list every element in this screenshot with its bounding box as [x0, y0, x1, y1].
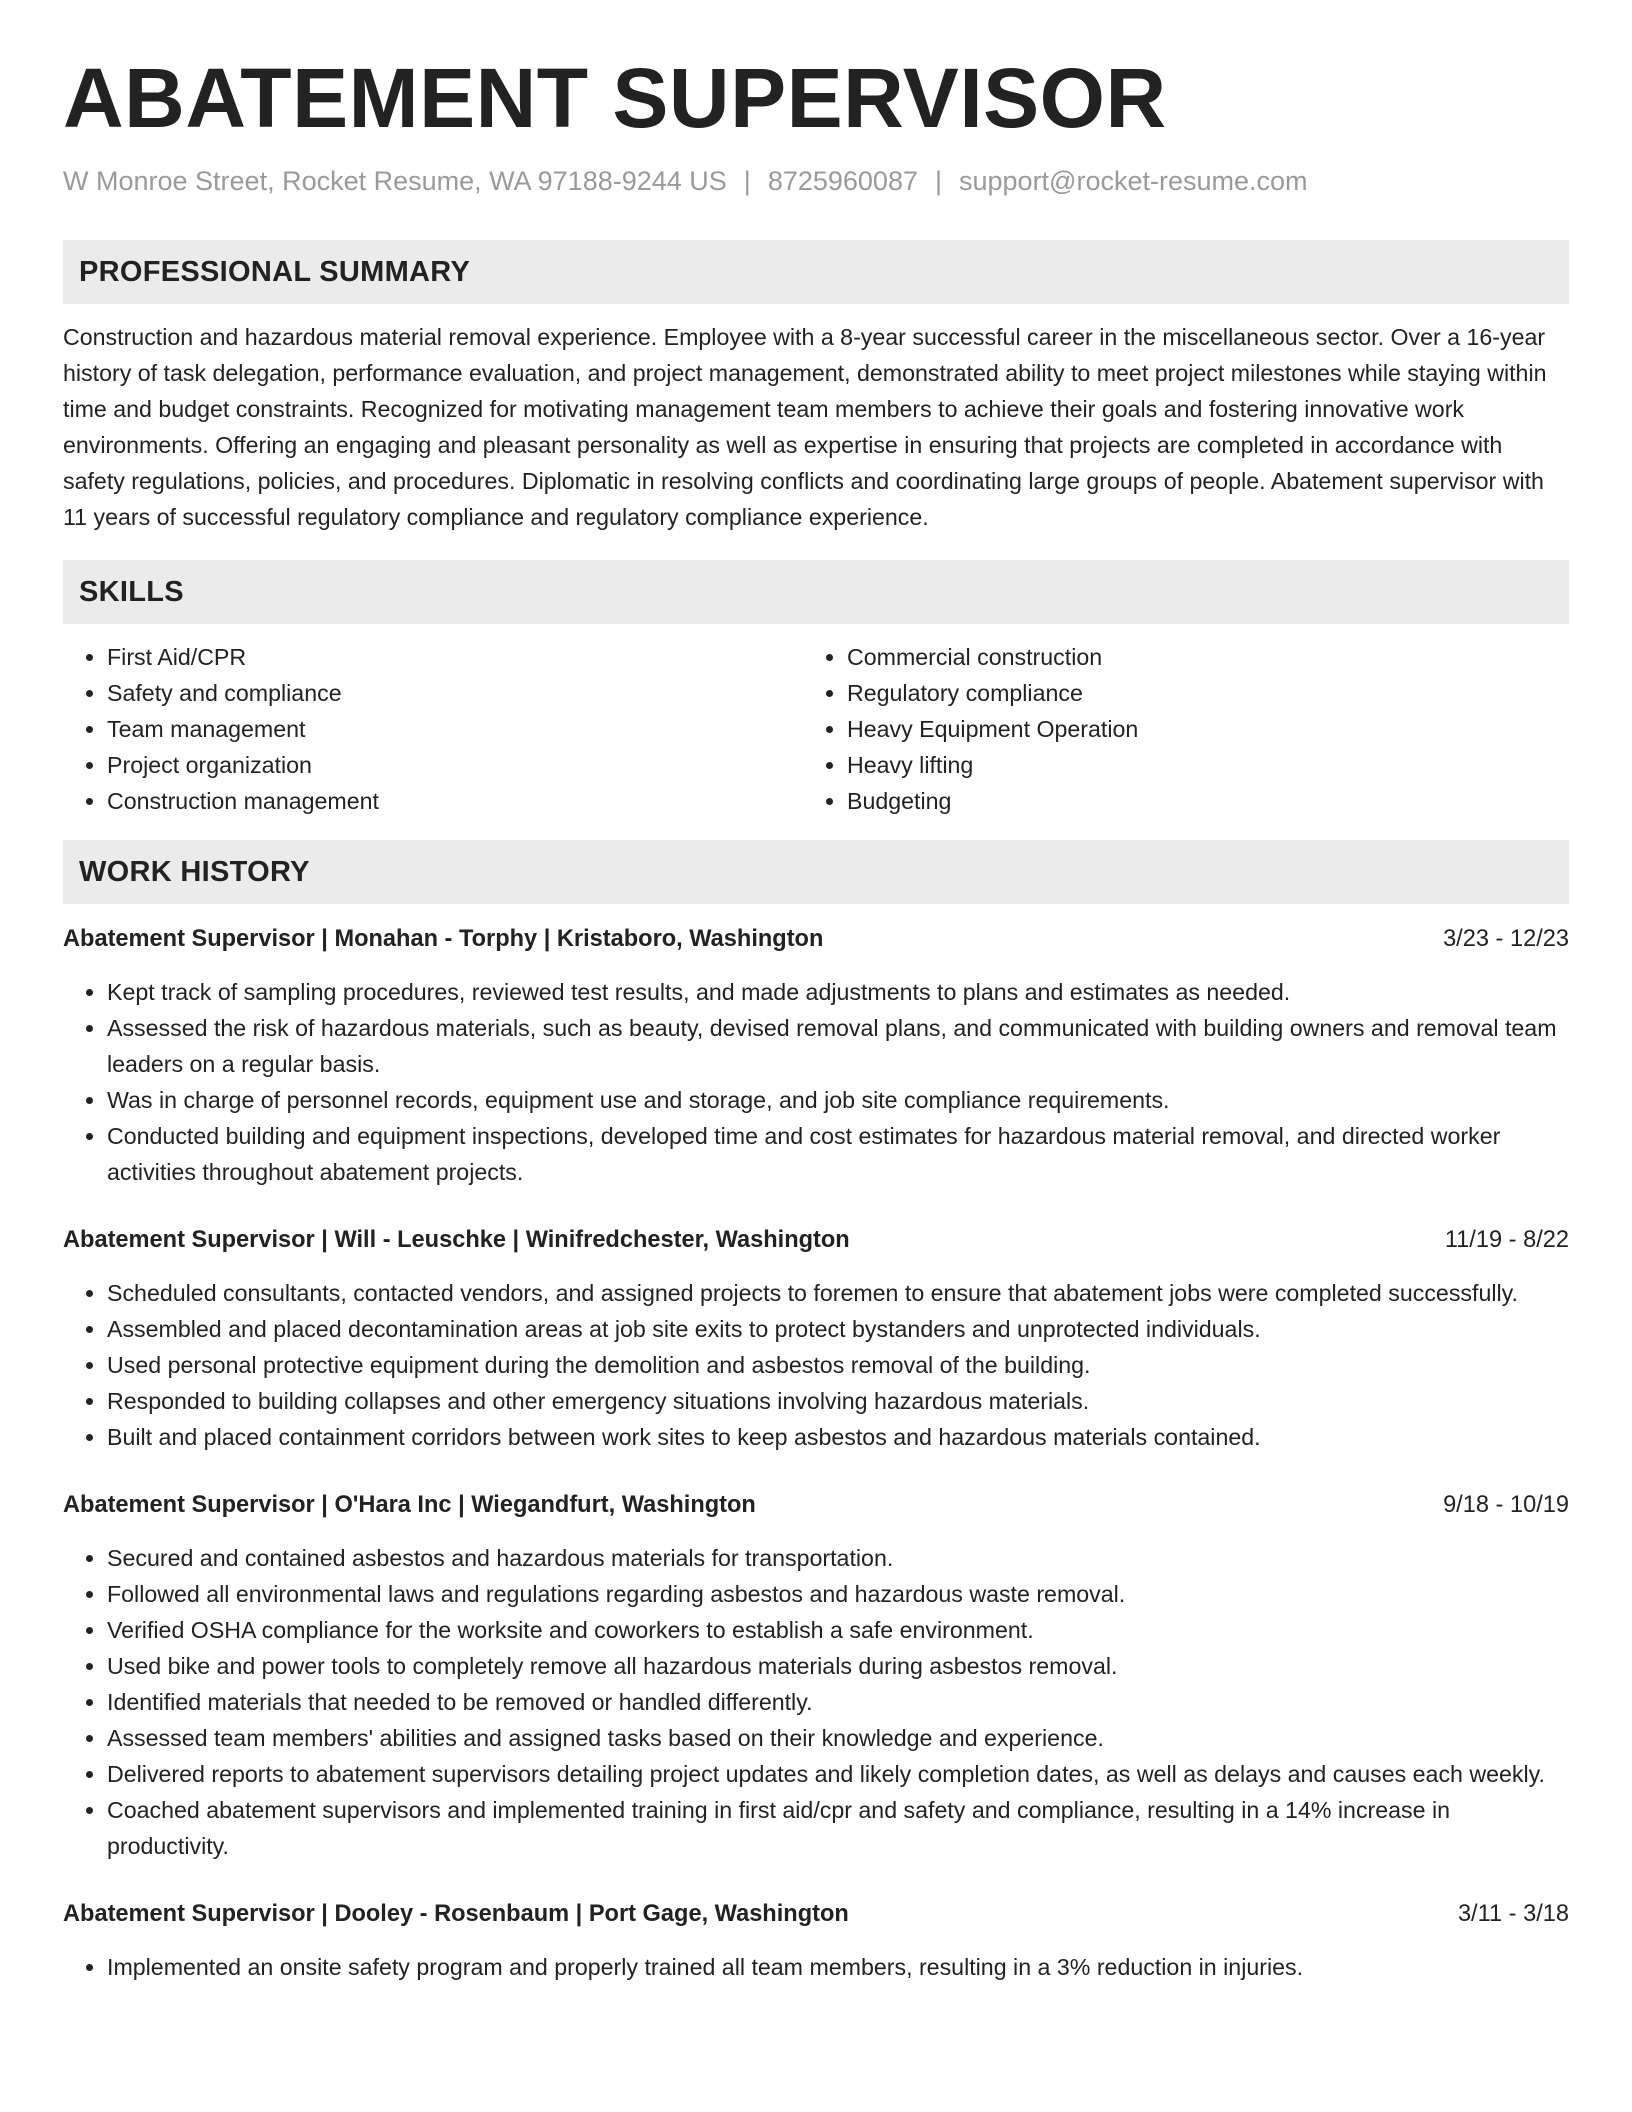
skill-item: • Budgeting: [847, 783, 1543, 819]
job-title: Abatement Supervisor | O'Hara Inc | Wiegandfurt, Washington: [63, 1492, 756, 1518]
job-dates: 9/18 - 10/19: [1443, 1492, 1569, 1518]
job-entry: [63, 921, 1569, 1190]
job-bullets: [63, 1949, 1569, 1985]
job-bullet: • Responded to building collapses and other emergency situations involving hazardous materials.: [107, 1383, 1569, 1419]
skill-item: • Safety and compliance: [107, 675, 803, 711]
job-bullet: • Kept track of sampling procedures, reviewed test results, and made adjustments to plans and estimates as needed.: [107, 974, 1569, 1010]
job-bullets: [63, 974, 1569, 1190]
job-title: Abatement Supervisor | Dooley - Rosenbaum | Port Gage, Washington: [63, 1901, 849, 1927]
job-bullet: • Scheduled consultants, contacted vendors, and assigned projects to foremen to ensure that abatement jobs were completed successfully.: [107, 1275, 1569, 1311]
job-heading-row: [63, 1487, 1569, 1523]
job-heading-row: [63, 1222, 1569, 1258]
contact-email: support@rocket-resume.com: [959, 166, 1308, 196]
job-bullet: • Secured and contained asbestos and hazardous materials for transportation.: [107, 1540, 1569, 1576]
job-bullet: • Verified OSHA compliance for the worksite and coworkers to establish a safe environment.: [107, 1612, 1569, 1648]
job-bullets: [63, 1275, 1569, 1455]
skill-item: • Heavy Equipment Operation: [847, 711, 1543, 747]
job-bullet: • Identified materials that needed to be removed or handled differently.: [107, 1684, 1569, 1720]
skill-item: • Team management: [107, 711, 803, 747]
job-dates: 3/23 - 12/23: [1443, 926, 1569, 952]
job-bullet: • Assessed team members' abilities and assigned tasks based on their knowledge and experience.: [107, 1720, 1569, 1756]
job-bullet: • Coached abatement supervisors and implemented training in first aid/cpr and safety and compliance, resulting in a 14% increase in productivity.: [107, 1792, 1569, 1864]
job-bullet: • Conducted building and equipment inspections, developed time and cost estimates for hazardous material removal, and directed worker activities throughout abatement projects.: [107, 1118, 1569, 1190]
job-bullet: • Assembled and placed decontamination areas at job site exits to protect bystanders and unprotected individuals.: [107, 1311, 1569, 1347]
skills-list: [63, 639, 1569, 819]
work-history-section-header: WORK HISTORY: [63, 840, 1569, 904]
summary-text: Construction and hazardous material removal experience. Employee with a 8-year successful career in the miscellaneous sector. Over a 16-year history of task delegation, performance evaluation, and project management, demonstrated ability to meet project milestones while staying within time and budget constraints. Recognized for motivating management team members to achieve their goals and fostering innovative work environments. Offering an engaging and pleasant personality as well as expertise in ensuring that projects are completed in accordance with safety regulations, policies, and procedures. Diplomatic in resolving conflicts and coordinating large groups of people. Abatement supervisor with 11 years of successful regulatory compliance and regulatory compliance experience.: [63, 324, 1547, 530]
resume-name: ABATEMENT SUPERVISOR: [63, 51, 1167, 145]
job-bullets: [63, 1540, 1569, 1864]
job-bullet: • Used bike and power tools to completely remove all hazardous materials during asbestos removal.: [107, 1648, 1569, 1684]
job-entry: [63, 1222, 1569, 1455]
skill-item: • Commercial construction: [847, 639, 1543, 675]
contact-line: [63, 164, 1569, 198]
job-entry: [63, 1896, 1569, 1985]
skill-item: • Project organization: [107, 747, 803, 783]
job-bullet: • Implemented an onsite safety program and properly trained all team members, resulting in a 3% reduction in injuries.: [107, 1949, 1569, 1985]
summary-section-header: PROFESSIONAL SUMMARY: [63, 240, 1569, 304]
skills-column-left: [63, 639, 803, 819]
job-entry: [63, 1487, 1569, 1864]
contact-separator: |: [934, 166, 942, 196]
job-bullet: • Was in charge of personnel records, equipment use and storage, and job site compliance requirements.: [107, 1082, 1569, 1118]
skill-item: • Regulatory compliance: [847, 675, 1543, 711]
skills-section-header: SKILLS: [63, 560, 1569, 624]
job-bullet: • Built and placed containment corridors between work sites to keep asbestos and hazardous materials contained.: [107, 1419, 1569, 1455]
job-title: Abatement Supervisor | Monahan - Torphy | Kristaboro, Washington: [63, 926, 824, 952]
job-bullet: • Followed all environmental laws and regulations regarding asbestos and hazardous waste removal.: [107, 1576, 1569, 1612]
job-dates: 3/11 - 3/18: [1457, 1901, 1569, 1927]
job-heading-row: [63, 921, 1569, 957]
contact-separator: |: [743, 166, 751, 196]
contact-phone: 8725960087: [767, 166, 918, 196]
contact-address: W Monroe Street, Rocket Resume, WA 97188-9244 US: [63, 166, 727, 196]
job-bullet: • Assessed the risk of hazardous materials, such as beauty, devised removal plans, and communicated with building owners and removal team leaders on a regular basis.: [107, 1010, 1569, 1082]
skill-item: • First Aid/CPR: [107, 639, 803, 675]
job-title: Abatement Supervisor | Will - Leuschke | Winifredchester, Washington: [63, 1227, 850, 1253]
job-heading-row: [63, 1896, 1569, 1932]
skill-item: • Heavy lifting: [847, 747, 1543, 783]
skills-column-right: [803, 639, 1543, 819]
job-bullet: • Used personal protective equipment during the demolition and asbestos removal of the building.: [107, 1347, 1569, 1383]
skill-item: • Construction management: [107, 783, 803, 819]
job-bullet: • Delivered reports to abatement supervisors detailing project updates and likely completion dates, as well as delays and causes each weekly.: [107, 1756, 1569, 1792]
job-dates: 11/19 - 8/22: [1444, 1227, 1569, 1253]
